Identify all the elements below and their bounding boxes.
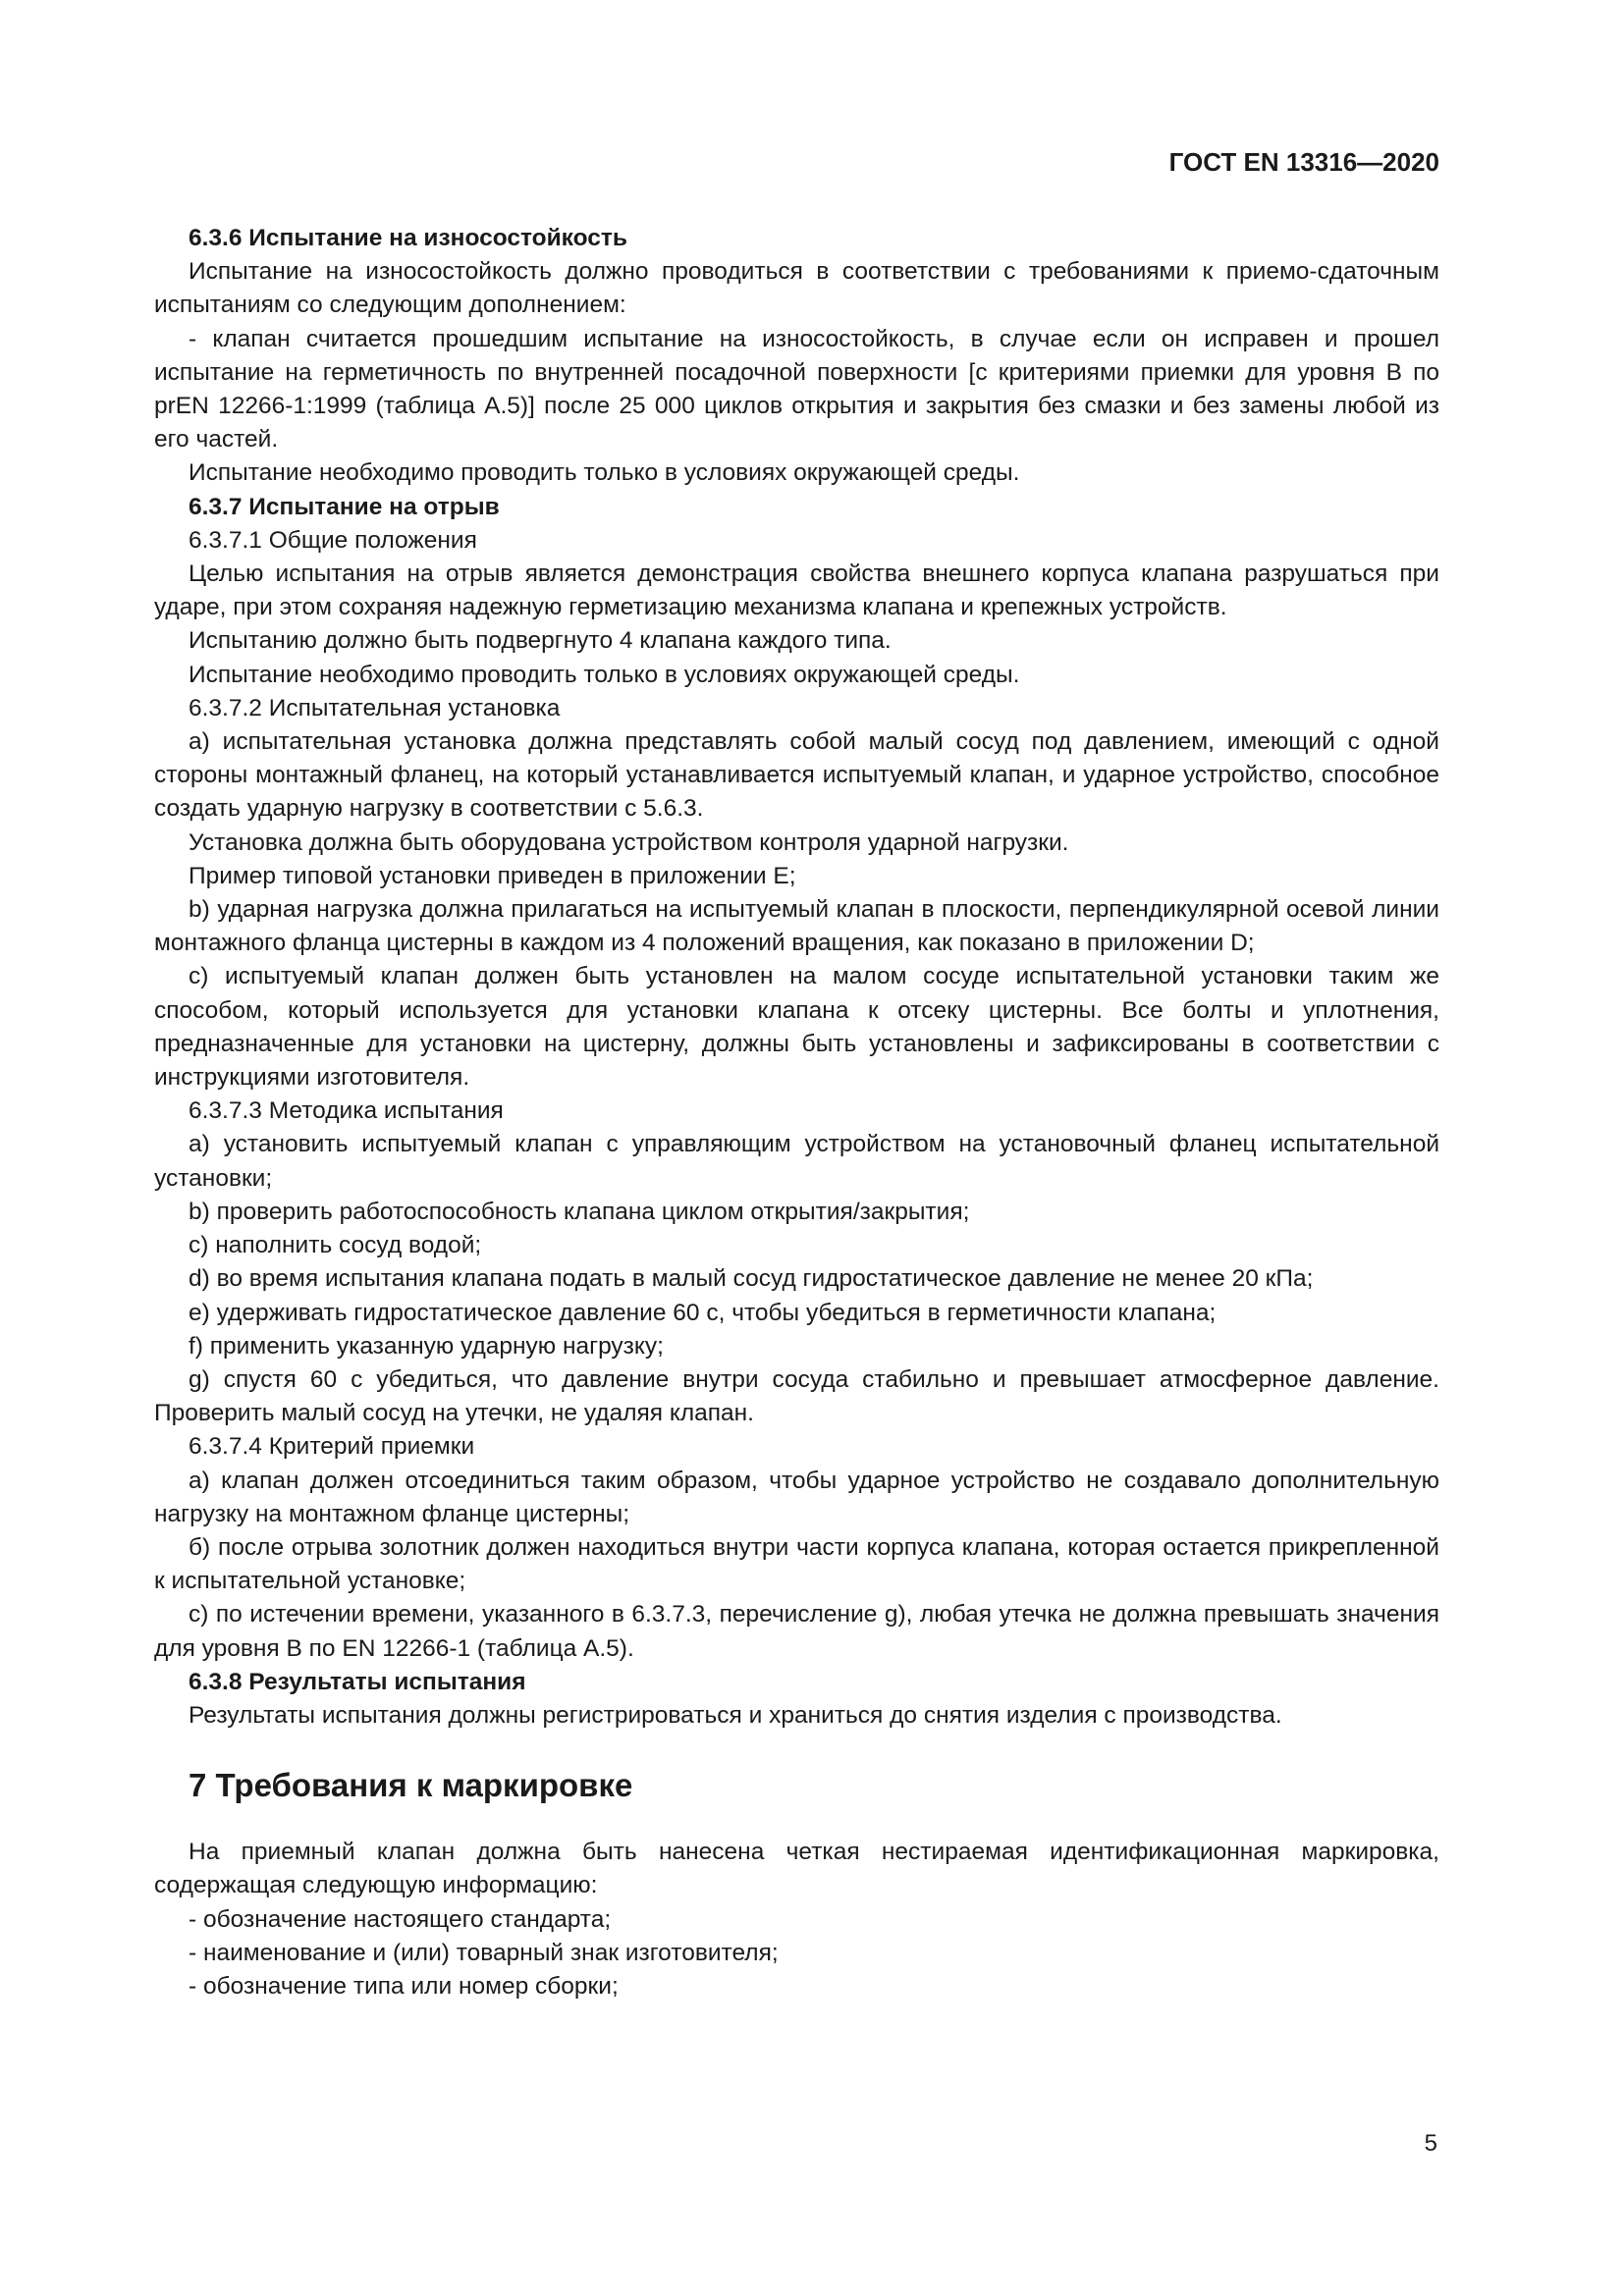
paragraph: a) испытательная установка должна представлять собой малый сосуд под давлением, имеющий с одной стороны монтажный фланец, на который устанавливается испытуемый клапан, и ударное устройство, способное создать ударную нагрузку в соответствии с 5.6.3. — [154, 728, 1439, 823]
paragraph: g) спустя 60 с убедиться, что давление внутри сосуда стабильно и превышает атмосферное давление. Проверить малый сосуд на утечки, не удаляя клапан. — [154, 1365, 1439, 1427]
paragraph: Испытание на износостойкость должно проводиться в соответствии с требованиями к приемо-сдаточным испытаниям со следующим дополнением: — [154, 258, 1439, 319]
paragraph: Пример типовой установки приведен в приложении E; — [189, 862, 796, 889]
subsection-heading: 6.3.6 Испытание на износостойкость — [189, 225, 627, 251]
paragraph: d) во время испытания клапана подать в малый сосуд гидростатическое давление не менее 20 кПа; — [189, 1265, 1314, 1293]
paragraph: 6.3.7.4 Критерий приемки — [189, 1433, 475, 1461]
section-6-3-body — [154, 222, 1439, 1733]
paragraph: 6.3.7.1 Общие положения — [189, 526, 477, 554]
paragraph: - наименование и (или) товарный знак изготовителя; — [189, 1939, 779, 1966]
page-content — [154, 222, 1439, 2003]
paragraph: Результаты испытания должны регистрироваться и храниться до снятия изделия с производства. — [189, 1701, 1282, 1729]
paragraph: e) удерживать гидростатическое давление 60 с, чтобы убедиться в герметичности клапана; — [189, 1299, 1217, 1326]
paragraph: b) ударная нагрузка должна прилагаться на испытуемый клапан в плоскости, перпендикулярной осевой линии монтажного фланца цистерны в каждом из 4 положений вращения, как показано в приложении D; — [154, 896, 1439, 957]
paragraph: Целью испытания на отрыв является демонстрация свойства внешнего корпуса клапана разрушаться при ударе, при этом сохраняя надежную герметизацию механизма клапана и крепежных устройств. — [154, 561, 1439, 621]
paragraph: - клапан считается прошедшим испытание на износостойкость, в случае если он исправен и прошел испытание на герметичность по внутренней посадочной поверхности [с критериями приемки для уровня В по prEN 12266-1:1999 (таблица А.5)] после 25 000 циклов открытия и закрытия без смазки и без замены любой из его частей. — [154, 325, 1439, 454]
paragraph: Испытанию должно быть подвергнуто 4 клапана каждого типа. — [189, 627, 892, 655]
subsection-heading: 6.3.7 Испытание на отрыв — [189, 493, 500, 520]
paragraph: - обозначение настоящего стандарта; — [189, 1905, 612, 1933]
paragraph: Установка должна быть оборудована устройством контроля ударной нагрузки. — [189, 828, 1069, 856]
section-7-body — [154, 1836, 1439, 2003]
paragraph: a) клапан должен отсоединиться таким образом, чтобы ударное устройство не создавало дополнительную нагрузку на монтажном фланце цистерны; — [154, 1467, 1439, 1527]
paragraph: - обозначение типа или номер сборки; — [189, 1972, 619, 2000]
paragraph: c) испытуемый клапан должен быть установлен на малом сосуде испытательной установки таким же способом, который используется для установки клапана к отсеку цистерны. Все болты и уплотнения, предназначенные для установки на цистерну, должны быть установлены и зафиксированы в соответствии с инструкциями изготовителя. — [154, 963, 1439, 1092]
subsection-heading: 6.3.8 Результаты испытания — [189, 1668, 526, 1695]
paragraph: Испытание необходимо проводить только в условиях окружающей среды. — [189, 661, 1020, 688]
paragraph: б) после отрыва золотник должен находиться внутри части корпуса клапана, которая остается прикрепленной к испытательной установке; — [154, 1533, 1439, 1595]
paragraph: На приемный клапан должна быть нанесена четкая нестираемая идентификационная маркировка, содержащая следующую информацию: — [154, 1839, 1439, 1899]
paragraph: c) по истечении времени, указанного в 6.3.7.3, перечисление g), любая утечка не должна превышать значения для уровня В по EN 12266-1 (таблица А.5). — [154, 1601, 1439, 1662]
paragraph: Испытание необходимо проводить только в условиях окружающей среды. — [189, 459, 1020, 487]
paragraph: 6.3.7.3 Методика испытания — [189, 1097, 504, 1125]
standard-code: ГОСТ EN 13316—2020 — [1168, 147, 1439, 177]
paragraph: f) применить указанную ударную нагрузку; — [189, 1332, 664, 1360]
paragraph: c) наполнить сосуд водой; — [189, 1232, 482, 1259]
paragraph: a) установить испытуемый клапан с управляющим устройством на установочный фланец испытательной установки; — [154, 1131, 1439, 1192]
paragraph: b) проверить работоспособность клапана циклом открытия/закрытия; — [189, 1198, 970, 1225]
paragraph: 6.3.7.2 Испытательная установка — [189, 694, 561, 721]
page-number: 5 — [1424, 2130, 1437, 2157]
section-title: 7 Требования к маркировке — [189, 1767, 633, 1804]
